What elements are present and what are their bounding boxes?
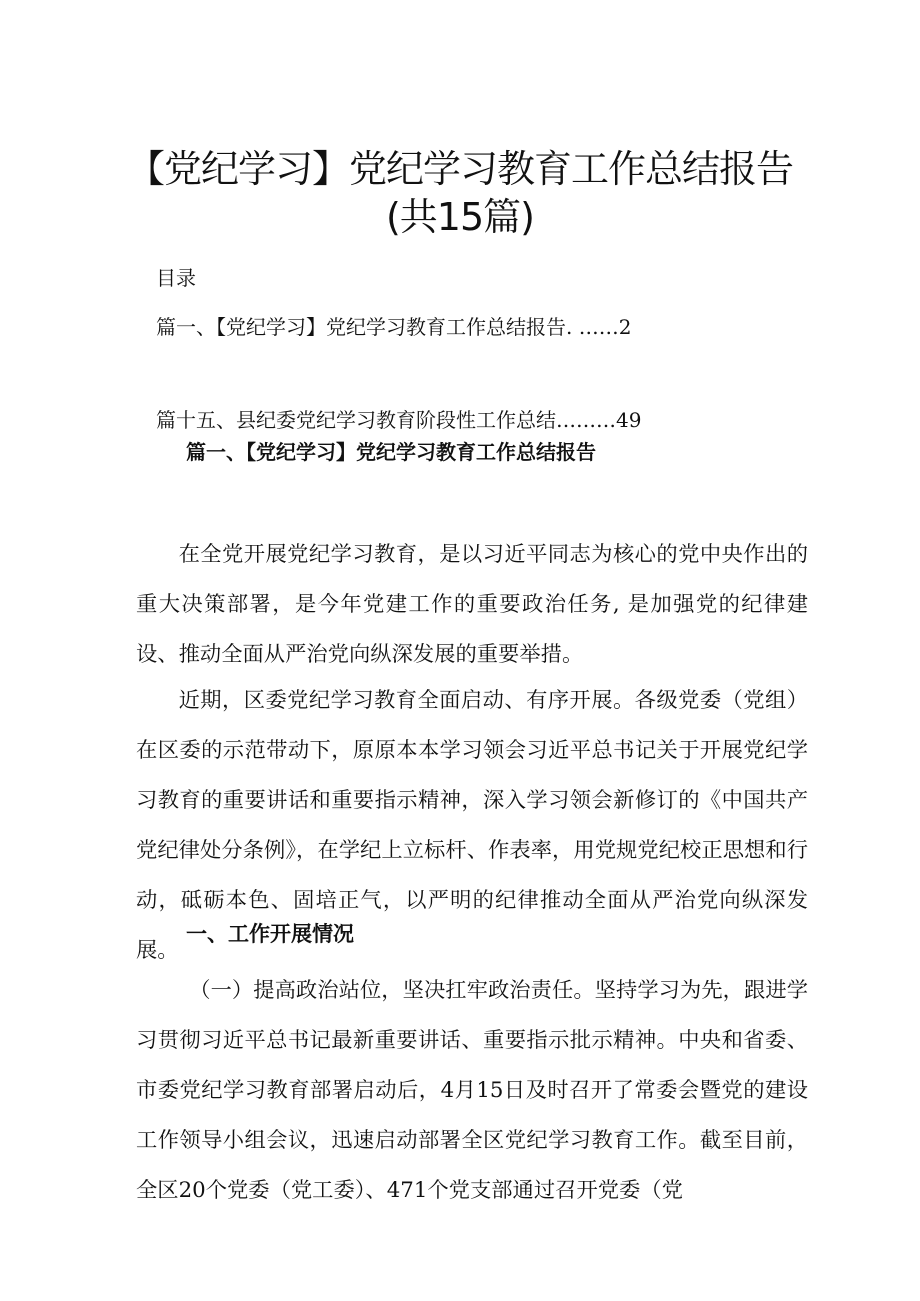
document-title-count: (共15篇) xyxy=(385,195,534,239)
subheading-work-progress: 一、工作开展情况 xyxy=(186,921,354,946)
toc-entry-15[interactable]: 篇十五、县纪委党纪学习教育阶段性工作总结………49 xyxy=(156,408,642,432)
toc-label: 目录 xyxy=(156,266,196,290)
document-title: 【党纪学习】党纪学习教育工作总结报告 xyxy=(126,147,793,191)
body-paragraph-3: （一）提高政治站位，坚决扛牢政治责任。坚持学习为先，跟进学习贯彻习近平总书记最新重要讲话、重要指示批示精神。中央和省委、市委党纪学习教育部署启动后，4月15日及时召开了常委会暨党的建设工作领导小组会议，迅速启动部署全区党纪学习教育工作。截至目前，全区20个党委（党工委）、471个党支部通过召开党委（党 xyxy=(136,978,808,1203)
toc-entry-1[interactable]: 篇一、【党纪学习】党纪学习教育工作总结报告. ……2 xyxy=(156,315,632,339)
body-paragraph-2: 近期，区委党纪学习教育全面启动、有序开展。各级党委（党组）在区委的示范带动下，原原本本学习领会习近平总书记关于开展党纪学习教育的重要讲话和重要指示精神，深入学习领会新修订的《中国共产党纪律处分条例》，在学纪上立标杆、作表率，用党规党纪校正思想和行动，砥砺本色、固培正气，以严明的纪律推动全面从严治党向纵深发展。 xyxy=(136,688,808,963)
section-heading: 篇一、【党纪学习】党纪学习教育工作总结报告 xyxy=(186,440,596,464)
body-paragraph-1: 在全党开展党纪学习教育，是以习近平同志为核心的党中央作出的重大决策部署，是今年党建工作的重要政治任务, 是加强党的纪律建设、推动全面从严治党向纵深发展的重要举措。 xyxy=(136,542,808,667)
